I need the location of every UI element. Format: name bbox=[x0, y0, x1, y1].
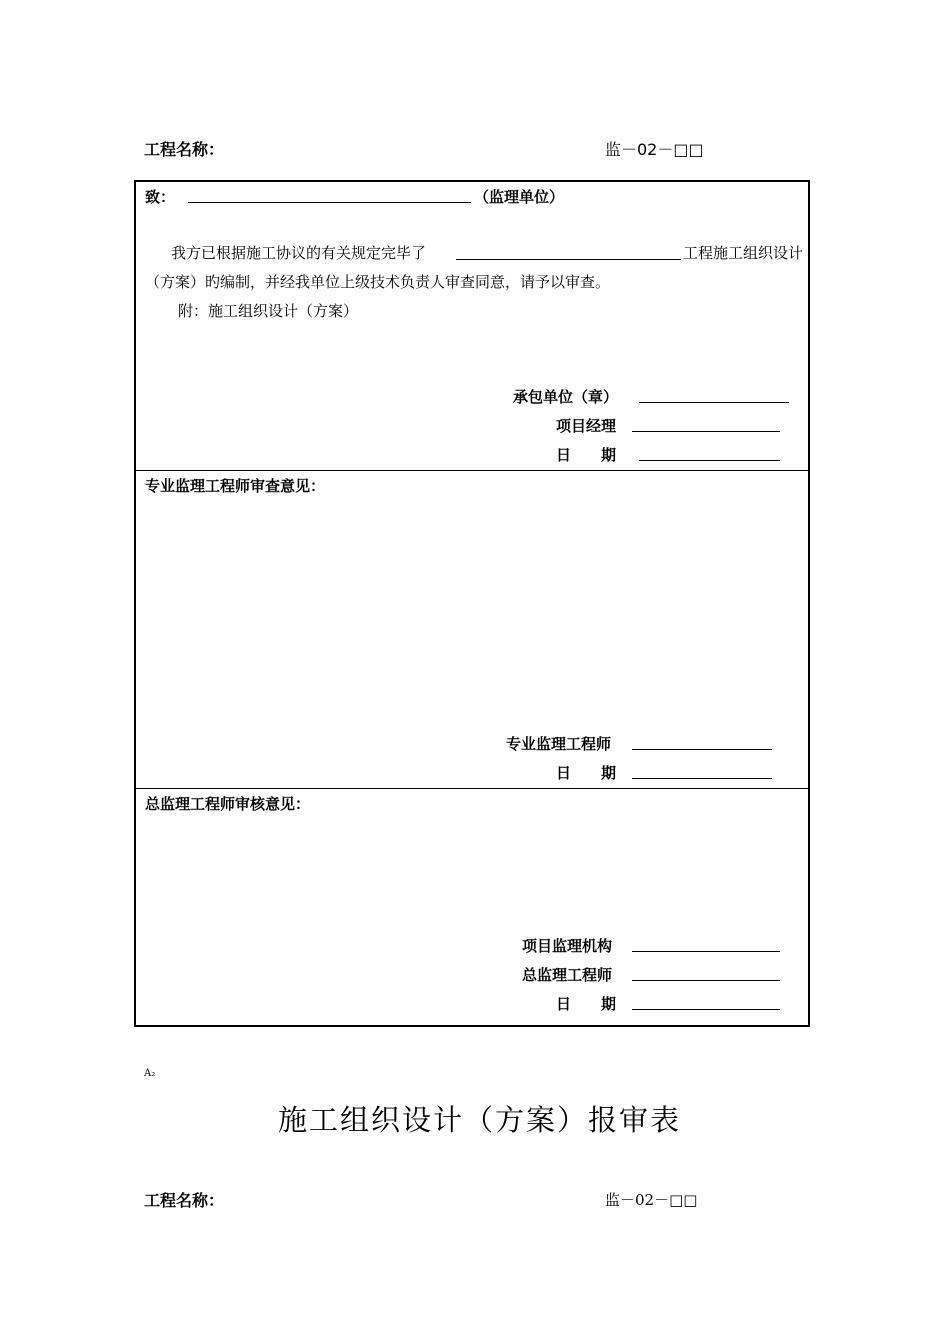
project-manager-field[interactable] bbox=[632, 431, 780, 432]
supervisor-unit-field[interactable] bbox=[188, 202, 471, 203]
chief-review-label: 总监理工程师审核意见： bbox=[145, 795, 311, 813]
contractor-label: 承包单位（章） bbox=[513, 388, 619, 406]
date-field-2[interactable] bbox=[632, 778, 772, 779]
form-code: 监－02－□□ bbox=[605, 140, 704, 159]
section-divider-1 bbox=[136, 470, 808, 471]
supervisor-unit-label: （监理单位） bbox=[474, 188, 565, 206]
date-field-3[interactable] bbox=[632, 1009, 780, 1010]
date-label-1: 日 期 bbox=[556, 446, 617, 464]
chief-engineer-field[interactable] bbox=[632, 980, 780, 981]
specialist-review-label: 专业监理工程师审查意见： bbox=[145, 477, 326, 495]
date-label-2: 日 期 bbox=[556, 764, 617, 782]
project-name-field[interactable] bbox=[456, 259, 681, 260]
form-table bbox=[134, 180, 810, 1027]
section-divider-2 bbox=[136, 788, 808, 789]
main-title: 施工组织设计（方案）报审表 bbox=[278, 1103, 682, 1137]
to-label: 致： bbox=[145, 188, 176, 206]
body-text-line1-b: 工程施工组织设计 bbox=[683, 244, 804, 262]
project-name-label: 工程名称： bbox=[144, 140, 225, 159]
contractor-field[interactable] bbox=[639, 402, 789, 403]
chief-engineer-label: 总监理工程师 bbox=[522, 966, 613, 984]
specialist-engineer-field[interactable] bbox=[632, 749, 772, 750]
date-label-3: 日 期 bbox=[556, 995, 617, 1013]
project-supervision-org-field[interactable] bbox=[632, 951, 780, 952]
form-id: A₂ bbox=[144, 1068, 156, 1079]
body-text-line1-a: 我方已根据施工协议的有关规定完毕了 bbox=[171, 244, 427, 262]
form-code-2: 监－02－□□ bbox=[605, 1191, 698, 1209]
specialist-engineer-label: 专业监理工程师 bbox=[506, 735, 612, 753]
attachment-text: 附：施工组织设计（方案） bbox=[178, 302, 359, 320]
project-manager-label: 项目经理 bbox=[556, 417, 617, 435]
date-field-1[interactable] bbox=[639, 460, 780, 461]
project-name-label-2: 工程名称： bbox=[144, 1191, 225, 1210]
project-supervision-org-label: 项目监理机构 bbox=[522, 937, 613, 955]
body-text-line2: （方案）旳编制，并经我单位上级技术负责人审查同意，请予以审查。 bbox=[145, 273, 611, 291]
